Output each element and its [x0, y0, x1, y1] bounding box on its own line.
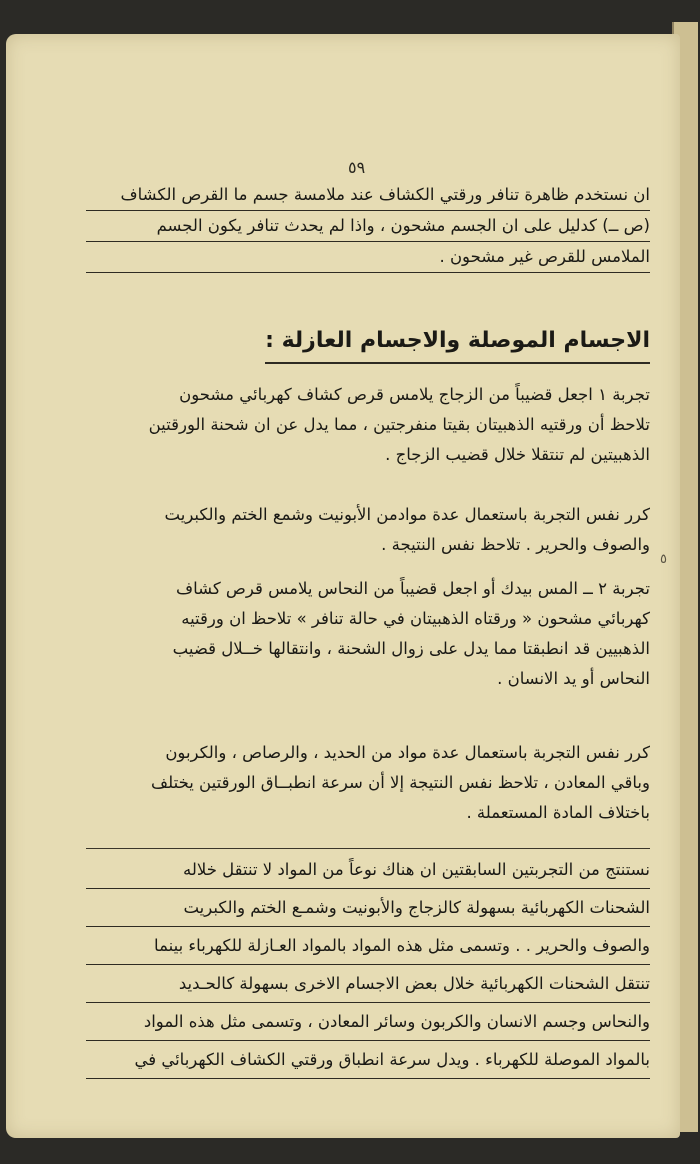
conclusion-line-5: والنحاس وجسم الانسان والكربون وسائر المعادن ، وتسمى مثل هذه المواد [86, 1003, 650, 1041]
experiment-2-line-4: النحاس أو يد الانسان . [497, 669, 650, 688]
section-heading: الاجسام الموصلة والاجسام العازلة : [265, 324, 650, 364]
margin-mark: ٥ [660, 552, 667, 567]
conclusion-line-1: نستنتج من التجربتين السابقتين ان هناك نوعاً من المواد لا تنتقل خلاله [86, 851, 650, 889]
experiment-1-line-2: تلاحظ أن ورقتيه الذهبيتان بقيتا منفرجتين ، مما يدل عن ان شحنة الورقتين [148, 415, 650, 434]
conclusion-line-2: الشحنات الكهربائية بسهولة كالزجاج والأبونيت وشمـع الختم والكبريت [86, 889, 650, 927]
repeat-1-line-1: كرر نفس التجربة باستعمال عدة موادمن الأبونيت وشمع الختم والكبريت [164, 505, 650, 524]
conclusion-line-3: والصوف والحرير . . وتسمى مثل هذه المواد بالمواد العـازلة للكهرباء بينما [86, 927, 650, 965]
book-page [6, 34, 680, 1138]
experiment-1 [86, 380, 650, 470]
conclusion-line-6: بالمواد الموصلة للكهرباء . ويدل سرعة انطباق ورقتي الكشاف الكهربائي في [86, 1041, 650, 1079]
repeat-1-line-2: والصوف والحرير . تلاحظ نفس النتيجة . [381, 535, 650, 554]
page-number: ٥٩ [348, 158, 366, 177]
intro-line-1: ان نستخدم ظاهرة تنافر ورقتي الكشاف عند ملامسة جسم ما القرص الكشاف [86, 180, 650, 211]
repeat-2-line-1: كرر نفس التجربة باستعمال عدة مواد من الحديد ، والرصاص ، والكربون [165, 743, 650, 762]
section-heading-wrap [86, 324, 650, 364]
experiment-2-line-2: كهربائي مشحون « ورقتاه الذهبيتان في حالة تنافر » تلاحظ ان ورقتيه [181, 609, 650, 628]
intro-line-2: (ص ــ) كدليل على ان الجسم مشحون ، واذا لم يحدث تنافر يكون الجسم [86, 211, 650, 242]
repeat-2-line-3: باختلاف المادة المستعملة . [466, 803, 650, 822]
conclusion [86, 848, 650, 1079]
paragraph-intro [86, 180, 650, 273]
repeat-2-line-2: وباقي المعادن ، تلاحظ نفس النتيجة إلا أن سرعة انطبــاق الورقتين يختلف [151, 773, 650, 792]
experiment-2-line-3: الذهبيين قد انطبقتا مما يدل على زوال الشحنة ، وانتقالها خــلال قضيب [172, 639, 650, 658]
experiment-1-line-3: الذهبيتين لم تنتقلا خلال قضيب الزجاج . [385, 445, 650, 464]
intro-line-3: الملامس للقرص غير مشحون . [86, 242, 650, 273]
repeat-2 [86, 738, 650, 828]
conclusion-line-4: تنتقل الشحنات الكهربائية خلال بعض الاجسام الاخرى بسهولة كالحـديد [86, 965, 650, 1003]
repeat-1 [86, 500, 650, 560]
experiment-2-line-1: تجربة ٢ ــ المس بيدك أو اجعل قضيباً من النحاس يلامس قرص كشاف [175, 579, 650, 598]
experiment-1-line-1: تجربة ١ اجعل قضيباً من الزجاج يلامس قرص كشاف كهربائي مشحون [179, 385, 650, 404]
experiment-2 [86, 574, 650, 694]
